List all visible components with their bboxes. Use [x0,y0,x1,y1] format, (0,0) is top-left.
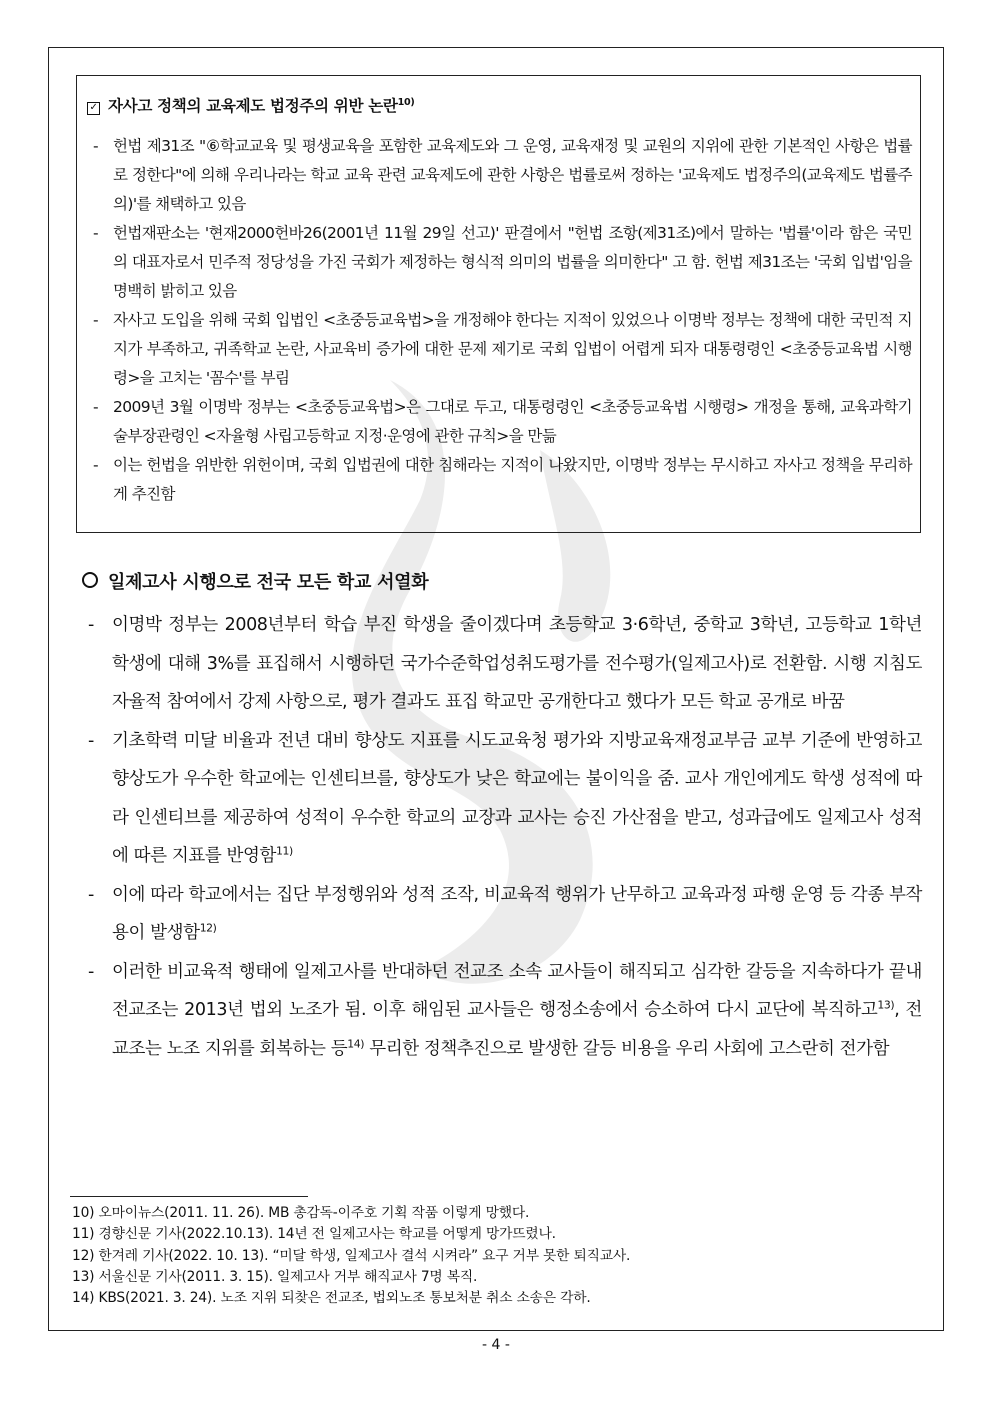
box-title-text: 자사고 정책의 교육제도 법정주의 위반 논란 [108,97,398,115]
list-item: - 헌법재판소는 '현재2000헌바26(2001년 11월 29일 선고)' 판결에서 "헌법 조항(제31조)에서 말하는 '법률'이라 함은 국민의 대표자로서 민주적 정당성을 가진 국회가 제정하는 형식적 의미의 법률을 의미한다" 고 함. 헌법 제31조는 '국회 입법'임을 명백히 밝히고 있음 [93,224,912,300]
list-item: - 이명박 정부는 2008년부터 학습 부진 학생을 줄이겠다며 초등학교 3·6학년, 중학교 3학년, 고등학교 1학년 학생에 대해 3%를 표집해서 시행하던 국가수준학업성취도평가를 전수평가(일제고사)로 전환함. 시행 지침도 자율적 참여에서 강제 사항으로, 평가 결과도 표집 학교만 공개한다고 했다가 모든 학교 공개로 바꿈 [88,615,922,712]
list-item-text: 이는 헌법을 위반한 위헌이며, 국회 입법권에 대한 침해라는 지적이 나왔지만, 이명박 정부는 무시하고 자사고 정책을 무리하게 추진함 [113,456,912,503]
info-box [76,75,921,533]
list-item-text: 이명박 정부는 2008년부터 학습 부진 학생을 줄이겠다며 초등학교 3·6학년, 중학교 3학년, 고등학교 1학년 학생에 대해 3%를 표집해서 시행하던 국가수준학업성취도평가를 전수평가(일제고사)로 전환함. 시행 지침도 자율적 참여에서 강제 사항으로, 평가 결과도 표집 학교만 공개한다고 했다가 모든 학교 공개로 바꿈 [112,615,922,712]
list-item-text: 2009년 3월 이명박 정부는 <초중등교육법>은 그대로 두고, 대통령령인 <초중등교육법 시행령> 개정을 통해, 교육과학기술부장관령인 <자율형 사립고등학교 지정·운영에 관한 규칙>을 만듦 [113,398,912,445]
footnote: 14) KBS(2021. 3. 24). 노조 지위 되찾은 전교조, 법외노조 통보처분 취소 소송은 각하. [72,1290,591,1307]
circle-bullet-icon [82,572,98,588]
footnote-ref: 12) [199,921,217,935]
list-item-text: 이에 따라 학교에서는 집단 부정행위와 성적 조작, 비교육적 행위가 난무하고 교육과정 파행 운영 등 각종 부작용이 발생함 [112,884,922,943]
list-item: - 기초학력 미달 비율과 전년 대비 향상도 지표를 시도교육청 평가와 지방교육재정교부금 교부 기준에 반영하고 향상도가 우수한 학교에는 인센티브를, 향상도가 낮은 학교에는 불이익을 줌. 교사 개인에게도 학생 성적에 따라 인센티브를 제공하여 성적이 우수한 학교의 교장과 교사는 승진 가산점을 받고, 성과급에도 일제고사 성적에 따른 지표를 반영함$^{11)}$ [88,730,922,866]
list-item: - 이는 헌법을 위반한 위헌이며, 국회 입법권에 대한 침해라는 지적이 나왔지만, 이명박 정부는 무시하고 자사고 정책을 무리하게 추진함 [93,456,912,503]
footnote: 12) 한겨레 기사(2022. 10. 13). “미달 학생, 일제고사 결석 시켜라” 요구 거부 못한 퇴직교사. [72,1247,631,1264]
footnotes [72,1203,932,1309]
section-title [82,568,922,594]
list-item: - 2009년 3월 이명박 정부는 <초중등교육법>은 그대로 두고, 대통령령인 <초중등교육법 시행령> 개정을 통해, 교육과학기술부장관령인 <자율형 사립고등학교 지정·운영에 관한 규칙>을 만듦 [93,398,912,445]
checkbox-icon: ✓ [87,102,100,115]
list-item-text: 헌법재판소는 '현재2000헌바26(2001년 11월 29일 선고)' 판결에서 "헌법 조항(제31조)에서 말하는 '법률'이라 함은 국민의 대표자로서 민주적 정당성을 가진 국회가 제정하는 형식적 의미의 법률을 의미한다" 고 함. 헌법 제31조는 '국회 입법'임을 명백히 밝히고 있음 [113,224,912,300]
list-item-text: 헌법 제31조 "⑥학교교육 및 평생교육을 포함한 교육제도와 그 운영, 교육재정 및 교원의 지위에 관한 기본적인 사항은 법률로 정한다"에 의해 우리나라는 학교 교육 관련 교육제도에 관한 사항은 법률로써 정하는 '교육제도 법정주의(교육제도 법률주의)'를 채택하고 있음 [113,137,912,213]
list-item-text: 기초학력 미달 비율과 전년 대비 향상도 지표를 시도교육청 평가와 지방교육재정교부금 교부 기준에 반영하고 향상도가 우수한 학교에는 인센티브를, 향상도가 낮은 학교에는 불이익을 줌. 교사 개인에게도 학생 성적에 따라 인센티브를 제공하여 성적이 우수한 학교의 교장과 교사는 승진 가산점을 받고, 성과급에도 일제고사 성적에 따른 지표를 반영함 [112,730,922,866]
footnote-ref: 13) [877,998,895,1012]
footnote-ref: 11) [276,844,293,858]
footnote-divider [70,1196,308,1197]
list-item: - 이에 따라 학교에서는 집단 부정행위와 성적 조작, 비교육적 행위가 난무하고 교육과정 파행 운영 등 각종 부작용이 발생함$^{12)}$ [88,884,922,943]
footnote-ref: 14) [347,1037,365,1050]
page-number: - 4 - [482,1337,510,1353]
section [82,568,922,1068]
footnote-ref: 10) [397,97,415,109]
footnote: 13) 서울신문 기사(2011. 3. 15). 일제고사 거부 해직교사 7명 복직. [72,1268,478,1285]
box-title [87,94,912,116]
list-item-text: 무리한 정책추진으로 발생한 갈등 비용을 우리 사회에 고스란히 전가함 [364,1038,890,1059]
list-item-text: 자사고 도입을 위해 국회 입법인 <초중등교육법>을 개정해야 한다는 지적이 있었으나 이명박 정부는 정책에 대한 국민적 지지가 부족하고, 귀족학교 논란, 사교육비 증가에 대한 문제 제기로 국회 입법이 어렵게 되자 대통령령인 <초중등교육법 시행령>을 고치는 '꼼수'를 부림 [113,311,912,387]
footnote: 10) 오마이뉴스(2011. 11. 26). MB 총감독-이주호 기획 작품 이렇게 망했다. [72,1205,530,1221]
footnote: 11) 경향신문 기사(2022.10.13). 14년 전 일제고사는 학교를 어떻게 망가뜨렸나. [72,1226,556,1243]
list-item-text: 이러한 비교육적 행태에 일제고사를 반대하던 전교조 소속 교사들이 해직되고 심각한 갈등을 지속하다가 끝내 전교조는 2013년 법외 노조가 됨. 이후 해임된 교사들은 행정소송에서 승소하여 다시 교단에 복직하고 [112,961,922,1020]
section-title-text: 일제고사 시행으로 전국 모든 학교 서열화 [108,572,429,593]
list-item: - 이러한 비교육적 행태에 일제고사를 반대하던 전교조 소속 교사들이 해직되고 심각한 갈등을 지속하다가 끝내 전교조는 2013년 법외 노조가 됨. 이후 해임된 교사들은 행정소송에서 승소하여 다시 교단에 복직하고$^{13)}$, 전교조는 노조 지위를 회복하는 등$^{14)}$ 무리한 정책추진으로 발생한 갈등 비용을 우리 사회에 고스란히 전가함 [88,961,922,1059]
list-item: - 헌법 제31조 "⑥학교교육 및 평생교육을 포함한 교육제도와 그 운영, 교육재정 및 교원의 지위에 관한 기본적인 사항은 법률로 정한다"에 의해 우리나라는 학교 교육 관련 교육제도에 관한 사항은 법률로써 정하는 '교육제도 법정주의(교육제도 법률주의)'를 채택하고 있음 [93,137,912,213]
list-item-text: , 전교조는 노조 지위를 회복하는 등 [112,1000,922,1059]
list-item: - 자사고 도입을 위해 국회 입법인 <초중등교육법>을 개정해야 한다는 지적이 있었으나 이명박 정부는 정책에 대한 국민적 지지가 부족하고, 귀족학교 논란, 사교육비 증가에 대한 문제 제기로 국회 입법이 어렵게 되자 대통령령인 <초중등교육법 시행령>을 고치는 '꼼수'를 부림 [93,311,912,387]
